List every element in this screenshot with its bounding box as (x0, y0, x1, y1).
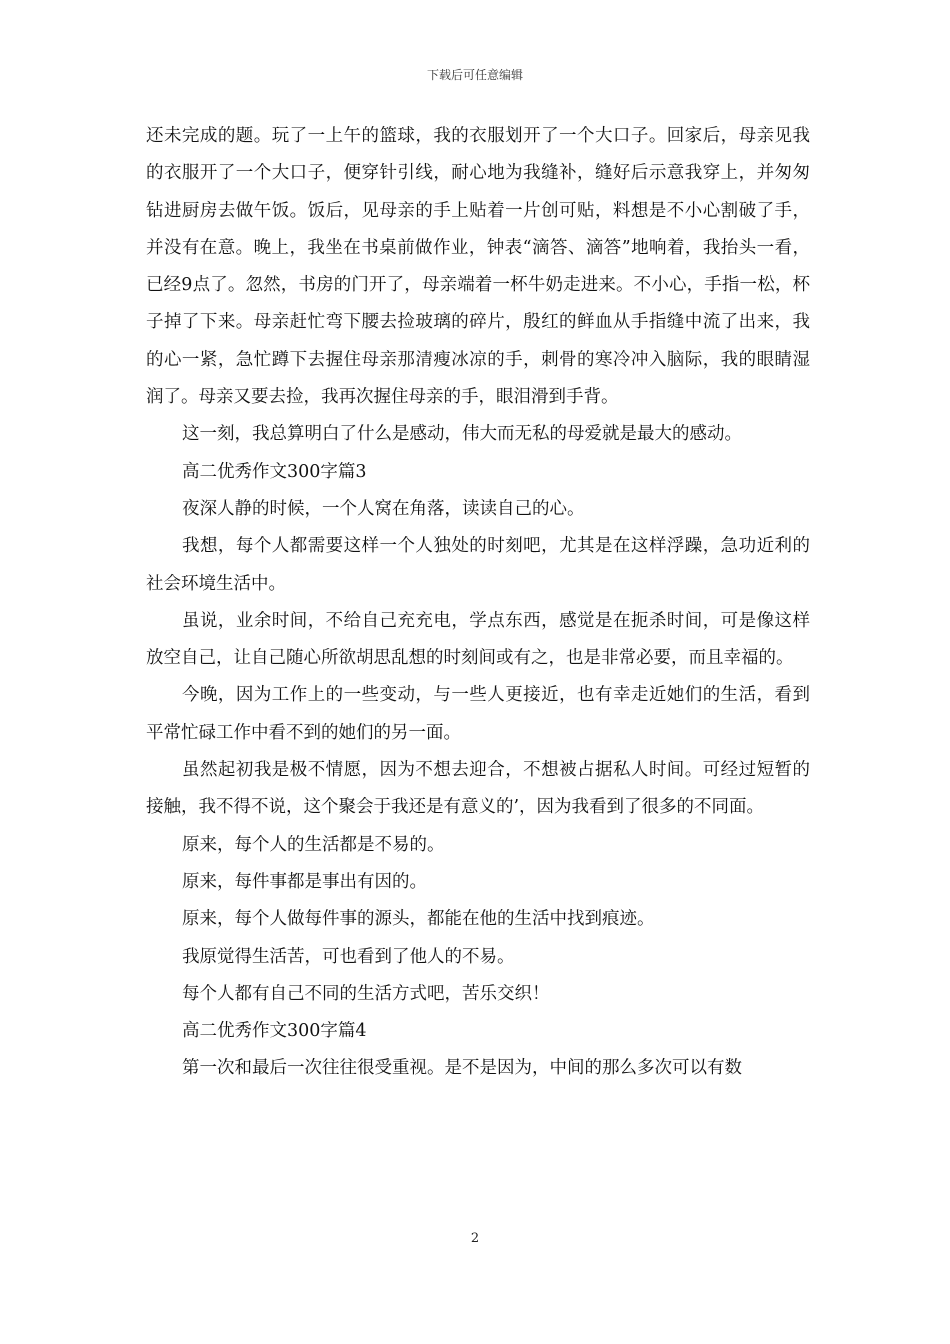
paragraph: 我想，每个人都需要这样一个人独处的时刻吧，尤其是在这样浮躁，急功近利的社会环境生活中。 (146, 536, 810, 594)
paragraph: 第一次和最后一次往往很受重视。是不是因为，中间的那么多次可以有数 (182, 1058, 742, 1079)
section-heading: 高二优秀作文300字篇4 (182, 1021, 367, 1042)
paragraph: 每个人都有自己不同的生活方式吧，苦乐交织！ (182, 983, 550, 1004)
page-number: 2 (470, 1231, 480, 1246)
paragraph: 还未完成的题。玩了一上午的篮球，我的衣服划开了一个大口子。回家后，母亲见我的衣服开了一个大口子，便穿针引线，耐心地为我缝补，缝好后示意我穿上，并匆匆钻进厨房去做午饭。饭后，见母亲的手上贴着一片创可贴，料想是不小心割破了手，并没有在意。晚上，我坐在书桌前做作业，钟表“滴答、滴答”地响着，我抬头一看，已经9点了。忽然，书房的门开了，母亲端着一杯牛奶走进来。不小心，手指一松，杯子掉了下来。母亲赶忙弯下腰去捡玻璃的碎片，殷红的鲜血从手指缝中流了出来，我的心一紧，急忙蹲下去握住母亲那清瘦冰凉的手，刺骨的寒冷冲入脑际，我的眼睛湿润了。母亲又要去捡，我再次握住母亲的手，眼泪滑到手背。 (146, 126, 810, 408)
paragraph: 夜深人静的时候，一个人窝在角落，读读自己的心。 (182, 498, 585, 519)
paragraph: 虽然起初我是极不情愿，因为不想去迎合，不想被占据私人时间。可经过短暂的接触，我不得不说，这个聚会于我还是有意义的’，因为我看到了很多的不同面。 (146, 760, 810, 818)
paragraph: 原来，每个人做每件事的源头，都能在他的生活中找到痕迹。 (182, 909, 655, 930)
paragraph: 虽说，业余时间，不给自己充充电，学点东西，感觉是在扼杀时间，可是像这样放空自己，让自己随心所欲胡思乱想的时刻间或有之，也是非常必要，而且幸福的。 (146, 610, 810, 669)
document-body (146, 118, 810, 1088)
paragraph: 今晚，因为工作上的一些变动，与一些人更接近，也有幸走近她们的生活，看到平常忙碌工作中看不到的她们的另一面。 (146, 685, 810, 743)
paragraph: 我原觉得生活苦，可也看到了他人的不易。 (182, 946, 515, 967)
page-header: 下载后可任意编辑 (426, 68, 523, 82)
section-heading: 高二优秀作文300字篇3 (182, 461, 367, 482)
paragraph: 原来，每件事都是事出有因的。 (182, 871, 427, 892)
paragraph: 原来，每个人的生活都是不易的。 (182, 834, 445, 855)
paragraph: 这一刻，我总算明白了什么是感动，伟大而无私的母爱就是最大的感动。 (182, 424, 742, 445)
